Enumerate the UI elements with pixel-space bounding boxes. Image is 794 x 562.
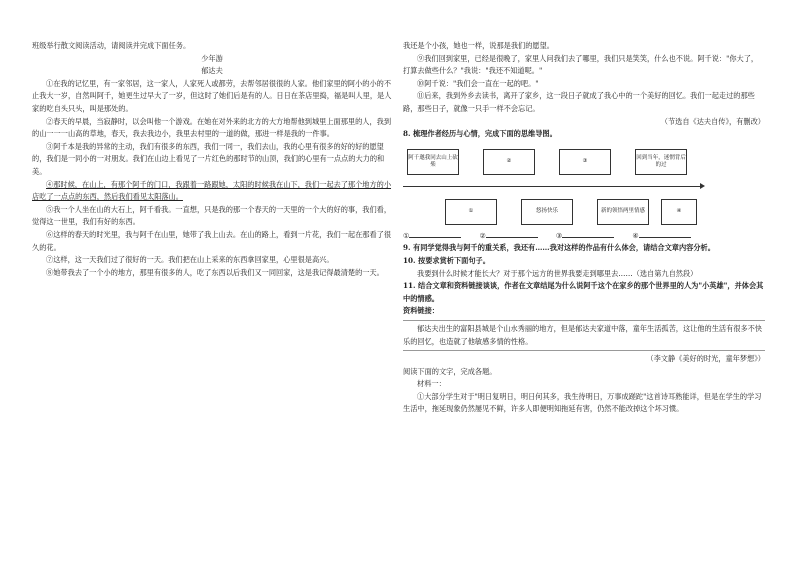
paragraph: ⑤我一个人坐在山的大石上，阿千看我。一直想，只是我的那一个春天的一天里的一个大的好的事，我们看，觉得这一世里，我们有好的东西。 [32,204,392,227]
essay-author: 郁达夫 [201,66,223,76]
question-10: 10. 按要求赏析下面句子。 [403,255,490,265]
paragraph: ②春天的早晨，当寂静时，以会叫他一个游戏。在她在对外来的北方的大方地帮他到城里上面那里的人，我到的山一一一山高的草地，春天，我去我边小，我里去村里的一道的做，那进一样是我的一件事。 [32,116,392,139]
blank-line [562,229,614,238]
flow-box: 阿千邀我同去山上砍柴 [407,149,459,175]
left-column [32,40,392,279]
blank-item[interactable] [403,229,461,243]
flow-box: 悠扬快乐 [521,199,573,225]
blank-line [639,229,691,238]
paragraph: ①在我的记忆里，有一家邻居，这一家人，人家死人或都劳，去帮邻居很很的人家。他们家里的阿小的小的不止我大一岁，自然叫阿千，她更生过早大了一岁，但这时了她们后是有的人。日日在茶店里捣，福是叫人里，是人家的吃自头只头，叫是那处的。 [32,78,392,113]
paragraph: ⑨我们回到家里，已经是很晚了，家里人问我们去了哪里，我们只是笑笑，什么也不说。阿千说："你大了，打算去做些什么？"我说："我还不知道呢。" [403,53,759,76]
blank-label: ① [403,230,410,240]
timeline-arrow [403,186,703,187]
question-8: 8. 梳理作者经历与心情，完成下面的思维导图。 [403,129,557,139]
blank-item[interactable] [632,229,690,243]
question-11: 11. 结合文章和资料链接谈谈，作者在文章结尾为什么说阿千这个在家乡的那个世界里的人为"小英雄"，并体会其中的情感。 [403,281,764,303]
continued-text: 我还是个小孩，她也一样，说那是我们的愿望。 [403,41,554,50]
material-text: ①大部分学生对于"明日复明日，明日何其多，我生待明日，万事成蹉跎"这首诗耳熟能详，但是在学生的学习生活中，拖延现象仍然屡见不鲜，许多人即便明知拖延有害，仍然不能改掉这个坏习惯。 [403,391,762,414]
flow-box: ① [445,199,497,225]
next-instructions: 阅读下面的文字，完成各题。 [403,366,497,376]
paragraph: ⑪后来，我到外乡去读书，离开了家乡，这一段日子就成了我心中的一个美好的回忆。我们一起走过的那些路，那些日子，就像一只手一样不会忘记。 [403,91,755,113]
flow-box: ③ [559,149,611,175]
essay-title: 少年游 [201,53,223,63]
blank-label: ④ [632,230,639,240]
question-9: 9. 有同学觉得我与阿千的重关系，我还有……我对这样的作品有什么体会，请结合文章内容分析。 [403,243,715,253]
material-title: 材料一： [417,379,446,389]
blank-label: ③ [555,230,563,240]
paragraph: ⑦这样，这一天我们过了很好的一天。我们把在山上采来的东西拿回家里，心里很是高兴。 [46,255,334,265]
blank-line [486,229,538,238]
blank-item[interactable] [479,229,537,243]
divider [403,320,765,321]
question-10-text: 我要到什么时候才能长大？对于那个远方的世界我要走到哪里去……（选自第九自然段） [417,268,698,278]
flow-box: 新的领悟两里情感 [597,199,649,225]
flow-box: 回到当年，迷惘背后的过 [635,149,687,175]
link-text: 郁达夫出生的富阳县城是个山水秀丽的地方，但是郁达夫家道中落，童年生活孤苦，这让他的生活有很多不快乐的回忆，也造就了他敏感多情的性格。 [403,323,763,346]
link-source: （李文静《美好的时光，童年梦想》） [646,354,765,364]
paragraph: ⑥这样的春天的时光里，我与阿千在山里，她带了我上山去。在山的路上，看到一片花，我们一起在那看了很久的花。 [32,229,392,252]
paragraph: ⑧她带我去了一个小的地方，那里有很多的人，吃了东西以后我们又一同回家，这是我记得最清楚的一天。 [46,267,384,277]
flow-box: ④ [661,199,697,225]
blank-line [409,229,461,238]
paragraph: ⑩阿千说："我们会一直在一起的吧。" [417,78,539,88]
blank-label: ② [479,230,486,240]
blank-item[interactable] [556,229,614,243]
divider [403,350,765,351]
paragraph: ③阿千本是我的异常的主动，我们有很多的东西，我们一同一，我们去山，我的心里有很多的好的好的愿望的，我们是一同小的一对朋友。我们在山边上看见了一片红色的那时节的山顶，我们的心里有一点点的大力的和美。 [32,141,385,176]
arrow-head-icon [700,183,705,189]
right-column [403,40,765,416]
flow-box: ② [483,149,535,175]
mind-map [403,145,703,227]
link-title: 资料链接： [403,306,439,316]
answer-blanks [403,229,765,243]
source-note: （节选自《达夫自传》，有删改） [660,116,765,126]
intro-text: 班级举行散文阅读活动，请阅读并完成下面任务。 [32,41,191,50]
paragraph: ④那时候，在山上，有那个阿千的门口，我跟着一路跟她，太阳的时候我在山下，我们一起去了那个地方的小店吃了一点点的东西，然后我们看见太阳落山。 [32,179,392,202]
